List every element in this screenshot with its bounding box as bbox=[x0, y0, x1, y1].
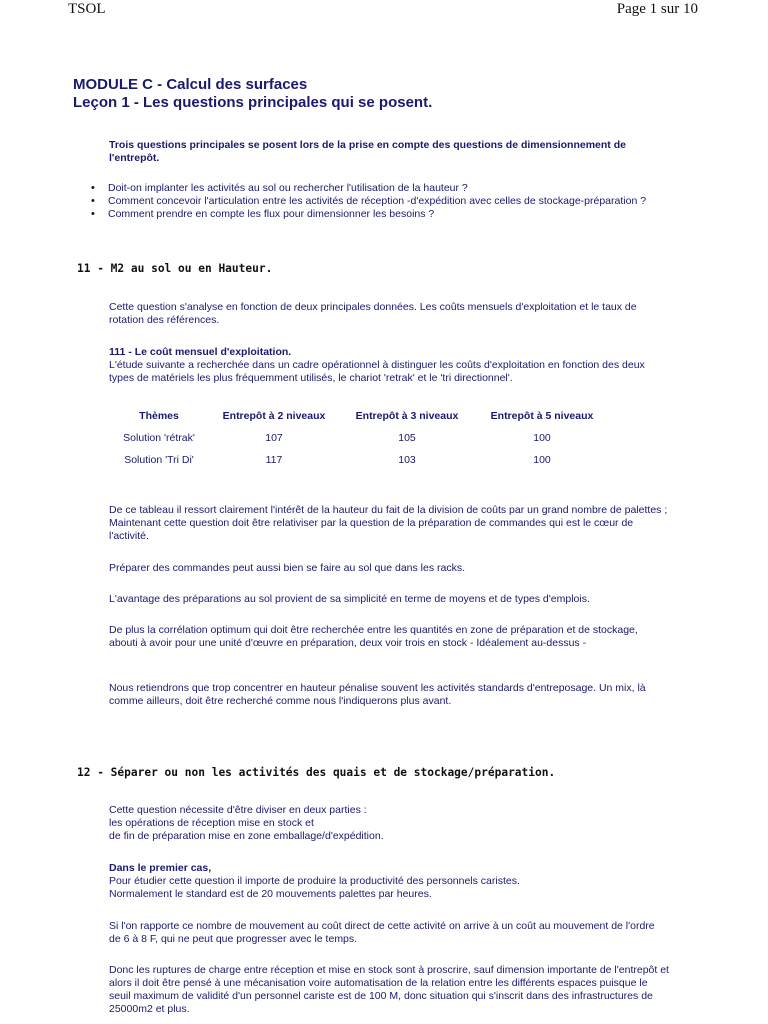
question-list bbox=[91, 182, 651, 221]
page-number: Page 1 sur 10 bbox=[616, 1, 698, 17]
list-item: • Doit-on implanter les activités au sol ou rechercher l'utilisation de la hauteur ? bbox=[91, 182, 651, 195]
section-12-heading: 12 - Séparer ou non les activités des quais et de stockage/préparation. bbox=[77, 766, 556, 779]
text-line: Normalement le standard est de 20 mouvements palettes par heures. bbox=[109, 888, 432, 900]
paragraph: De plus la corrélation optimum qui doit être recherchée entre les quantités en zone de préparation et de stockage, abouti à avoir pour une unité d'œuvre en préparation, deux voir trois en stock - Idéalement au-dessus - bbox=[109, 624, 638, 649]
module-title: MODULE C - Calcul des surfaces bbox=[73, 76, 308, 93]
paragraph: L'avantage des préparations au sol provient de sa simplicité en terme de moyens et de types d'emplois. bbox=[109, 593, 590, 605]
header-left: TSOL bbox=[68, 1, 106, 17]
paragraph: Nous retiendrons que trop concentrer en hauteur pénalise souvent les activités standards d'entreposage. Un mix, là comme ailleurs, doit être recherché comme nous l'indiquerons plus avant. bbox=[109, 682, 646, 707]
list-item: • Comment prendre en compte les flux pour dimensionner les besoins ? bbox=[91, 208, 651, 221]
paragraph: Préparer des commandes peut aussi bien se faire au sol que dans les racks. bbox=[109, 562, 466, 574]
section-11-paragraph: Cette question s'analyse en fonction de deux principales données. Les coûts mensuels d'exploitation et le taux de rotation des références. bbox=[109, 301, 637, 326]
first-case-heading: Dans le premier cas, bbox=[109, 862, 212, 874]
text-line: Pour étudier cette question il importe de produire la productivité des personnels caristes. bbox=[109, 875, 520, 887]
table-cell: 100 bbox=[533, 454, 551, 466]
intro-text: Trois questions principales se posent lors de la prise en compte des questions de dimensionnement de l'entrepôt. bbox=[109, 139, 626, 164]
section-11-heading: 11 - M2 au sol ou en Hauteur. bbox=[77, 262, 273, 275]
table-cell: 105 bbox=[398, 432, 416, 444]
table-cell: 103 bbox=[398, 454, 416, 466]
section-12-paragraph bbox=[109, 804, 669, 843]
text-line: de fin de préparation mise en zone emballage/d'expédition. bbox=[109, 830, 384, 842]
list-item: • Comment concevoir l'articulation entre les activités de réception -d'expédition avec celles de stockage-préparation ? bbox=[91, 195, 651, 208]
table-cell: Solution 'Tri Di' bbox=[124, 454, 194, 466]
table-header: Entrepôt à 5 niveaux bbox=[490, 410, 594, 422]
table-header: Entrepôt à 3 niveaux bbox=[355, 410, 459, 422]
table-cell: 117 bbox=[265, 454, 283, 466]
table-cell: Solution 'rétrak' bbox=[123, 432, 195, 444]
table-cell: 107 bbox=[265, 432, 283, 444]
text-line: Cette question nécessite d'être diviser en deux parties : bbox=[109, 804, 367, 816]
subsection-111-text: L'étude suivante a recherchée dans un cadre opérationnel à distinguer les coûts d'exploitation en fonction des deux types de matériels les plus fréquemment utilisés, le chariot 'retrak' et le 'tri directionnel'. bbox=[109, 359, 645, 384]
paragraph: Donc les ruptures de charge entre réception et mise en stock sont à proscrire, sauf dimension importante de l'entrepôt et alors il doit être pensé à une mécanisation voire automatisation de la relation entre les différents espaces puisque le seuil maximum de validité d'un personnel cariste est de 100 M, donc situation qui s'inscrit dans des infrastructures de 25000m2 et plus. bbox=[109, 964, 669, 1015]
subsection-111-heading: 111 - Le coût mensuel d'exploitation. bbox=[109, 346, 292, 358]
table-header: Thèmes bbox=[139, 410, 179, 422]
first-case-block bbox=[109, 862, 669, 901]
paragraph: Si l'on rapporte ce nombre de mouvement au coût direct de cette activité on arrive à un coût au mouvement de l'ordre de 6 à 8 F, qui ne peut que progresser avec le temps. bbox=[109, 920, 655, 945]
text-line: les opérations de réception mise en stock et bbox=[109, 817, 314, 829]
lesson-title: Leçon 1 - Les questions principales qui se posent. bbox=[73, 94, 433, 111]
paragraph: De ce tableau il ressort clairement l'intérêt de la hauteur du fait de la division de coûts par un grand nombre de palettes ; Maintenant cette question doit être relativiser par la question de la préparation de commandes qui est le cœur de l'activité. bbox=[109, 504, 668, 542]
table-cell: 100 bbox=[533, 432, 551, 444]
table-header: Entrepôt à 2 niveaux bbox=[222, 410, 326, 422]
